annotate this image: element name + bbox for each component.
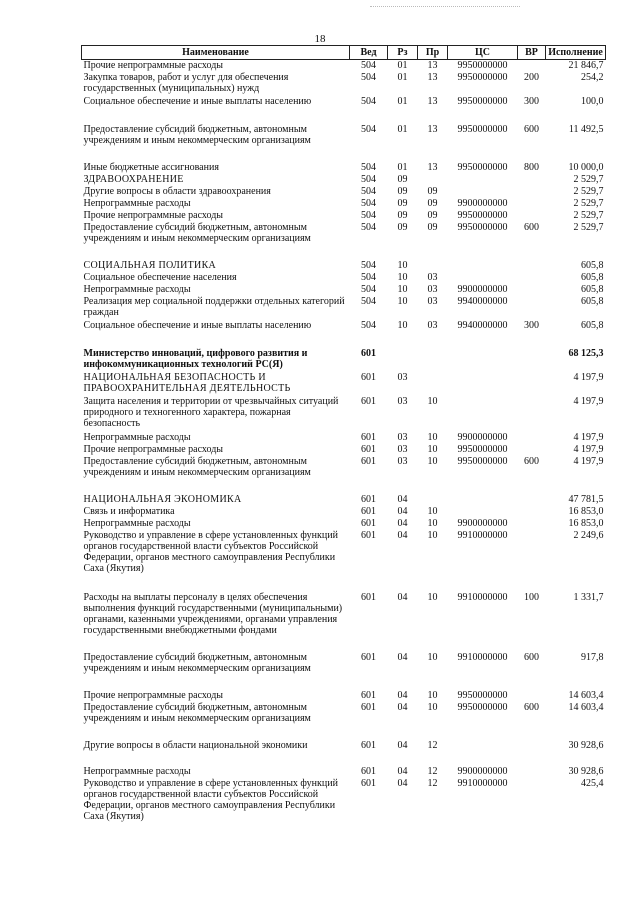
cell-name: Прочие непрограммные расходы [83,209,224,221]
cell-vr [518,494,546,506]
cell-pr: 13 [427,123,438,135]
table-row [82,396,606,432]
cell-vr [518,432,546,444]
cell-rz: 03 [397,443,408,455]
cell-exec: 605,8 [581,271,604,283]
cell-ved: 504 [361,161,376,173]
cell-exec: 2 529,7 [573,197,604,209]
cell-name: Расходы на выплаты персоналу в целях обеспечения выполнения функций государственными (муниципальными) органами, казенными учреждениями, органами управления государственными внебюджетными фондами [83,591,343,636]
cell-name: НАЦИОНАЛЬНАЯ БЕЗОПАСНОСТЬ И ПРАВООХРАНИТЕЛЬНАЯ ДЕЯТЕЛЬНОСТЬ [83,371,291,394]
cell-ved: 601 [361,517,376,529]
table-row [82,186,606,198]
cell-rz: 10 [397,283,408,295]
cell-vr [518,690,546,702]
cell-exec: 2 249,6 [573,529,604,541]
cell-rz: 09 [397,221,408,233]
cell-ved: 504 [361,185,376,197]
cell-exec: 21 846,7 [568,60,604,71]
cell-name: Предоставление субсидий бюджетным, автономным учреждениям и иным некоммерческим организациям [83,123,311,146]
table-row [82,506,606,518]
cell-ved: 601 [361,347,376,359]
cell-vr [518,198,546,210]
cell-pr: 12 [427,739,438,751]
cell-cs: 9900000000 [457,431,508,443]
table-row [82,72,606,96]
cell-name: Непрограммные расходы [83,765,191,777]
cell-name: Предоставление субсидий бюджетным, автономным учреждениям и иным некоммерческим организациям [83,221,311,244]
cell-ved: 504 [361,319,376,331]
cell-cs: 9900000000 [457,283,508,295]
cell-ved: 601 [361,765,376,777]
cell-name: Связь и информатика [83,505,175,517]
header-cs: ЦС [448,46,518,60]
cell-ved: 601 [361,529,376,541]
cell-name: Социальное обеспечение и иные выплаты населению [83,319,312,331]
table-row [82,348,606,372]
cell-cs: 9950000000 [457,221,508,233]
cell-name: Предоставление субсидий бюджетным, автономным учреждениям и иным некоммерческим организациям [83,455,311,478]
cell-vr [518,174,546,186]
cell-pr [418,372,448,396]
cell-vr: 300 [524,319,539,331]
cell-ved: 504 [361,173,376,185]
cell-name: Прочие непрограммные расходы [83,443,224,455]
cell-cs: 9940000000 [457,295,508,307]
cell-vr: 800 [524,161,539,173]
cell-vr [518,260,546,272]
cell-name: Руководство и управление в сфере установленных функций органов государственной власти субъектов Российской Федерации, органов местного самоуправления Республики Саха (Якутия) [83,777,338,822]
cell-exec: 605,8 [581,295,604,307]
cell-rz: 10 [397,319,408,331]
cell-vr: 600 [524,221,539,233]
table-body [82,60,606,826]
cell-pr: 13 [427,60,438,71]
cell-name: НАЦИОНАЛЬНАЯ ЭКОНОМИКА [83,493,242,505]
cell-cs: 9950000000 [457,60,508,71]
cell-rz: 04 [397,591,408,603]
cell-ved: 601 [361,431,376,443]
cell-ved: 504 [361,209,376,221]
cell-pr: 13 [427,161,438,173]
cell-rz: 01 [397,123,408,135]
table-row [82,432,606,444]
cell-name: Социальное обеспечение населения [83,271,237,283]
cell-name: Прочие непрограммные расходы [83,60,224,71]
table-row [82,272,606,284]
cell-vr [518,296,546,320]
cell-exec: 425,4 [581,777,604,789]
cell-exec: 254,2 [581,71,604,83]
cell-pr: 10 [427,701,438,713]
cell-pr: 09 [427,185,438,197]
cell-exec: 605,8 [581,319,604,331]
cell-exec: 14 603,4 [568,689,604,701]
table-row [82,740,606,766]
cell-pr [418,260,448,272]
cell-ved: 504 [361,271,376,283]
cell-rz: 04 [397,765,408,777]
cell-vr [518,348,546,372]
cell-rz: 04 [397,517,408,529]
table-row [82,260,606,272]
cell-pr: 12 [427,765,438,777]
cell-exec: 4 197,9 [573,455,604,467]
cell-vr: 600 [524,123,539,135]
cell-pr: 03 [427,319,438,331]
cell-vr [518,518,546,530]
cell-exec: 30 928,6 [568,765,604,777]
cell-name: Другие вопросы в области национальной экономики [83,739,308,751]
cell-cs [448,396,518,432]
cell-cs: 9910000000 [457,529,508,541]
cell-name: Министерство инноваций, цифрового развития и инфокоммуникационных технологий РС(Я) [83,347,308,370]
cell-exec: 605,8 [581,283,604,295]
header-pr: Пр [418,46,448,60]
cell-pr: 12 [427,777,438,789]
cell-pr: 10 [427,443,438,455]
cell-pr: 13 [427,95,438,107]
cell-exec: 10 000,0 [568,161,604,173]
cell-name: Непрограммные расходы [83,431,191,443]
cell-cs [448,348,518,372]
cell-ved: 504 [361,123,376,135]
cell-pr: 09 [427,221,438,233]
cell-ved: 601 [361,443,376,455]
cell-vr [518,396,546,432]
table-row [82,296,606,320]
header-vr: ВР [518,46,546,60]
cell-pr [418,494,448,506]
cell-cs: 9900000000 [457,765,508,777]
cell-rz: 04 [397,689,408,701]
cell-cs: 9910000000 [457,651,508,663]
cell-pr: 10 [427,591,438,603]
cell-rz: 09 [397,209,408,221]
cell-ved: 504 [361,60,376,71]
cell-ved: 504 [361,197,376,209]
cell-ved: 601 [361,371,376,383]
cell-exec: 68 125,3 [568,347,604,359]
cell-cs: 9950000000 [457,689,508,701]
cell-pr: 10 [427,505,438,517]
table-row [82,222,606,260]
cell-name: Предоставление субсидий бюджетным, автономным учреждениям и иным некоммерческим организациям [83,651,311,674]
table-row [82,778,606,826]
cell-pr: 09 [427,209,438,221]
cell-name: Непрограммные расходы [83,517,191,529]
cell-rz: 10 [397,259,408,271]
cell-vr [518,778,546,826]
table-row [82,518,606,530]
cell-vr [518,530,546,592]
cell-ved: 601 [361,591,376,603]
table-row [82,284,606,296]
table-row [82,444,606,456]
cell-ved: 504 [361,259,376,271]
cell-cs: 9950000000 [457,123,508,135]
cell-name: Непрограммные расходы [83,283,191,295]
cell-ved: 601 [361,651,376,663]
table-row [82,766,606,778]
cell-exec: 14 603,4 [568,701,604,713]
table-row [82,494,606,506]
cell-name: Социальное обеспечение и иные выплаты населению [83,95,312,107]
cell-cs: 9950000000 [457,71,508,83]
cell-rz: 04 [397,701,408,713]
cell-cs: 9950000000 [457,95,508,107]
cell-rz: 03 [397,431,408,443]
cell-exec: 16 853,0 [568,517,604,529]
cell-exec: 2 529,7 [573,209,604,221]
header-exec: Исполнение [546,46,606,60]
cell-cs: 9950000000 [457,443,508,455]
cell-name: Прочие непрограммные расходы [83,689,224,701]
header-rz: Рз [388,46,418,60]
cell-exec: 100,0 [581,95,604,107]
table-row [82,124,606,162]
cell-pr: 13 [427,71,438,83]
cell-exec: 11 492,5 [568,123,604,135]
cell-rz: 09 [397,173,408,185]
cell-vr [518,372,546,396]
cell-ved: 601 [361,689,376,701]
cell-ved: 504 [361,71,376,83]
cell-cs: 9900000000 [457,517,508,529]
cell-rz [388,348,418,372]
cell-name: ЗДРАВООХРАНЕНИЕ [83,173,184,185]
cell-vr [518,60,546,72]
cell-pr: 10 [427,395,438,407]
cell-exec: 1 331,7 [573,591,604,603]
cell-rz: 04 [397,777,408,789]
cell-rz: 09 [397,185,408,197]
table-header-row [82,46,606,60]
cell-vr [518,272,546,284]
cell-cs [448,272,518,284]
table-row [82,690,606,702]
cell-vr [518,740,546,766]
cell-rz: 01 [397,60,408,71]
cell-exec: 16 853,0 [568,505,604,517]
cell-vr [518,444,546,456]
cell-cs: 9900000000 [457,197,508,209]
table-row [82,456,606,494]
cell-cs: 9950000000 [457,161,508,173]
cell-ved: 601 [361,739,376,751]
cell-name: Защита населения и территории от чрезвычайных ситуаций природного и техногенного характера, пожарная безопасность [83,395,339,429]
table-row [82,702,606,740]
cell-exec: 30 928,6 [568,739,604,751]
table-row [82,592,606,652]
cell-ved: 601 [361,455,376,467]
cell-name: Непрограммные расходы [83,197,191,209]
cell-ved: 601 [361,505,376,517]
header-name: Наименование [82,46,350,60]
cell-pr [418,348,448,372]
cell-name: Предоставление субсидий бюджетным, автономным учреждениям и иным некоммерческим организациям [83,701,311,724]
cell-exec: 4 197,9 [573,371,604,383]
table-row [82,652,606,690]
scan-artifact [370,6,520,11]
cell-exec: 4 197,9 [573,443,604,455]
cell-rz: 01 [397,71,408,83]
cell-rz: 10 [397,271,408,283]
cell-exec: 4 197,9 [573,395,604,407]
cell-rz: 04 [397,739,408,751]
cell-name: Другие вопросы в области здравоохранения [83,185,271,197]
cell-rz: 04 [397,505,408,517]
cell-name: СОЦИАЛЬНАЯ ПОЛИТИКА [83,259,217,271]
cell-exec: 4 197,9 [573,431,604,443]
cell-name: Иные бюджетные ассигнования [83,161,219,173]
cell-rz: 04 [397,493,408,505]
cell-pr: 10 [427,689,438,701]
cell-name: Реализация мер социальной поддержки отдельных категорий граждан [83,295,345,318]
table-row [82,96,606,124]
header-ved: Вед [350,46,388,60]
cell-ved: 601 [361,493,376,505]
cell-cs: 9910000000 [457,777,508,789]
cell-vr: 600 [524,455,539,467]
cell-name: Закупка товаров, работ и услуг для обеспечения государственных (муниципальных) нужд [83,71,289,94]
cell-vr [518,210,546,222]
cell-rz: 03 [397,371,408,383]
cell-exec: 2 529,7 [573,221,604,233]
cell-vr: 300 [524,95,539,107]
cell-vr [518,506,546,518]
table-row [82,372,606,396]
table-row [82,174,606,186]
cell-rz: 09 [397,197,408,209]
cell-cs: 9950000000 [457,455,508,467]
cell-exec: 2 529,7 [573,173,604,185]
cell-rz: 01 [397,161,408,173]
table-row [82,320,606,348]
cell-ved: 601 [361,701,376,713]
cell-exec: 47 781,5 [568,493,604,505]
cell-vr [518,284,546,296]
cell-cs [448,494,518,506]
cell-cs [448,740,518,766]
cell-ved: 504 [361,295,376,307]
cell-ved: 601 [361,395,376,407]
cell-ved: 504 [361,221,376,233]
cell-vr: 600 [524,701,539,713]
cell-vr [518,186,546,198]
cell-rz: 01 [397,95,408,107]
cell-pr: 10 [427,651,438,663]
cell-pr: 10 [427,455,438,467]
cell-cs: 9940000000 [457,319,508,331]
cell-pr: 09 [427,197,438,209]
cell-rz: 03 [397,395,408,407]
cell-cs: 9910000000 [457,591,508,603]
cell-exec: 917,8 [581,651,604,663]
cell-pr [418,174,448,186]
cell-name: Руководство и управление в сфере установленных функций органов государственной власти субъектов Российской Федерации, органов местного самоуправления Республики Саха (Якутия) [83,529,338,574]
cell-exec: 2 529,7 [573,185,604,197]
cell-pr: 10 [427,517,438,529]
cell-pr: 10 [427,529,438,541]
table-row [82,60,606,72]
cell-rz: 04 [397,651,408,663]
cell-pr: 03 [427,295,438,307]
cell-cs [448,174,518,186]
budget-table [81,45,606,826]
cell-cs [448,260,518,272]
cell-pr: 03 [427,271,438,283]
cell-rz: 04 [397,529,408,541]
cell-ved: 504 [361,283,376,295]
table-row [82,198,606,210]
cell-rz: 03 [397,455,408,467]
cell-cs [448,372,518,396]
cell-vr: 600 [524,651,539,663]
cell-ved: 504 [361,95,376,107]
cell-rz: 10 [397,295,408,307]
cell-cs [448,506,518,518]
page-number: 18 [314,33,326,45]
cell-vr: 100 [524,591,539,603]
cell-exec: 605,8 [581,259,604,271]
cell-cs [448,186,518,198]
table-row [82,530,606,592]
cell-pr: 03 [427,283,438,295]
cell-cs: 9950000000 [457,209,508,221]
cell-ved: 601 [361,777,376,789]
cell-vr: 200 [524,71,539,83]
table-row [82,210,606,222]
cell-pr: 10 [427,431,438,443]
cell-cs: 9950000000 [457,701,508,713]
table-row [82,162,606,174]
cell-vr [518,766,546,778]
